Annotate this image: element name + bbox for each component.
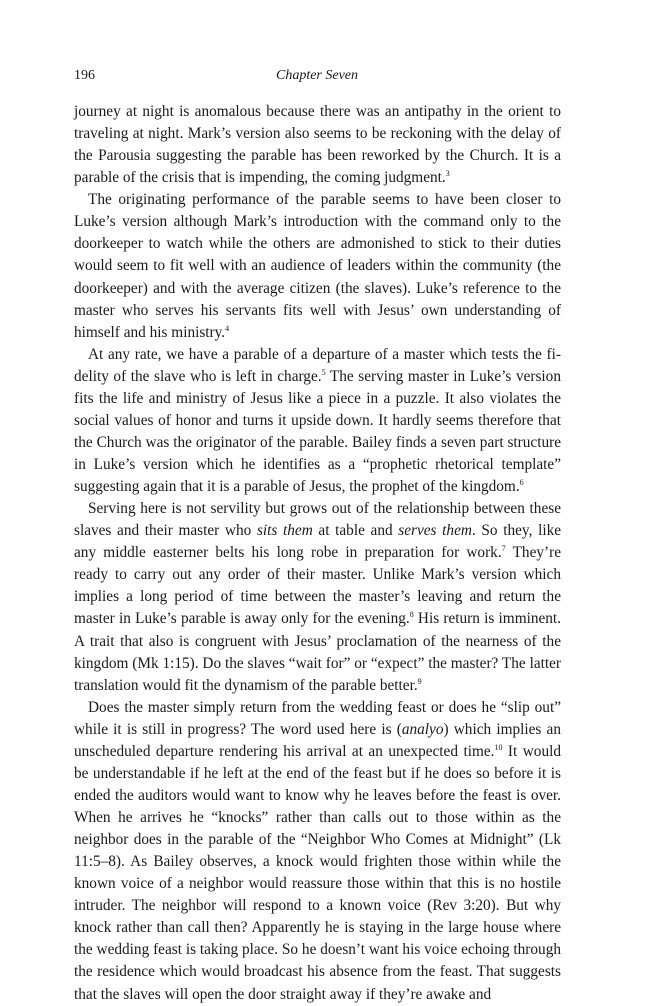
footnote-marker: 3 <box>445 169 450 179</box>
paragraph-text: It would be understandable if he left at the end of the feast but if he does so before it is ended the auditors would want to know why he leaves before the feast is over. When he arrives he “knocks” rather than calls out to those within as the neighbor does in the parable of the “Neighbor Who Comes at Midnight” (Lk 11:5–8). As Bailey observes, a knock would frighten those within while the known voice of a neighbor would reassure those within that this is no hostile intruder. The neighbor will respond to a known voice (Rev 3:20). But why knock rather than call then? Apparently he is staying in the large house where the wedding feast is taking place. So he doesn’t want his voice echoing through the residence which would broadcast his absence from the feast. That suggests that the slaves will open the door straight away if they’re awake and <box>74 742 561 1003</box>
paragraph-2 <box>74 189 561 343</box>
page-header <box>74 68 560 88</box>
footnote-marker: 6 <box>519 478 524 488</box>
footnote-marker: 10 <box>494 742 503 752</box>
paragraph-4 <box>74 498 561 697</box>
footnote-marker: 5 <box>321 367 326 377</box>
italic-text: analyo <box>401 720 444 738</box>
page-number: 196 <box>74 68 95 83</box>
running-head: Chapter Seven <box>275 68 359 83</box>
paragraph-text: Does the master simply return from the wedding feast or does he “slip out” while it is still in progress? The word used here is ( <box>74 698 561 738</box>
footnote-marker: 4 <box>225 323 230 333</box>
footnote-marker: 9 <box>417 676 422 686</box>
paragraph-text: At any rate, we have a parable of a departure of a master which tests the fidelity of the slave who is left in charge. <box>74 345 561 385</box>
paragraph-text: The originating performance of the parable seems to have been closer to Luke’s version although Mark’s introduction with the command only to the doorkeeper to watch while the others are admonished to stick to their duties would seem to fit well with an audience of leaders within the community (the doorkeeper) and with the average citizen (the slaves). Luke’s reference to the master who serves his servants fits well with Jesus’ own understanding of himself and his ministry. <box>74 191 561 341</box>
paragraph-text: The serving master in Luke’s version fits the life and ministry of Jesus like a piece in a puzzle. It also violates the social values of honor and turns it upside down. It hardly seems therefore that the Church was the originator of the parable. Bailey finds a seven part structure in Luke’s version which he identifies as a “prophetic rhetorical template” suggesting again that it is a parable of Jesus, the prophet of the kingdom. <box>74 367 561 496</box>
paragraph-5 <box>74 697 561 1006</box>
footnote-marker: 8 <box>409 610 414 620</box>
paragraph-text: journey at night is anomalous because there was an antipathy in the orient to traveling at night. Mark’s version also seems to be reckoning with the delay of the Parousia suggesting the parable has been reworked by the Church. It is a parable of the crisis that is impending, the coming judgment. <box>74 103 561 187</box>
paragraph-text: . So they, like any middle easterner belts his long robe in preparation for work. <box>74 522 562 562</box>
footnote-marker: 7 <box>501 544 506 554</box>
paragraph-text: at table and <box>312 522 399 540</box>
paragraph-text: ) which implies an unscheduled departure rendering his arrival at an unexpected time. <box>74 720 561 760</box>
paragraph-text: His return is imminent. A trait that also is congruent with Jesus’ proclamation of the nearness of the kingdom (Mk 1:15). Do the slaves “wait for” or “expect” the master? The latter translation would fit the dynamism of the parable better. <box>74 610 561 694</box>
italic-text: serves them <box>398 522 472 540</box>
body-text <box>74 101 561 1006</box>
paragraph-text: They’re ready to carry out any order of their master. Unlike Mark’s version which implies a long period of time between the master’s leaving and return the master in Luke’s parable is away only for the evening. <box>74 544 561 628</box>
paragraph-text: Serving here is not servility but grows out of the relationship between these slaves and their master who <box>74 500 561 540</box>
paragraph-1 <box>74 101 561 189</box>
italic-text: sits them <box>256 522 313 540</box>
paragraph-3 <box>74 344 561 498</box>
